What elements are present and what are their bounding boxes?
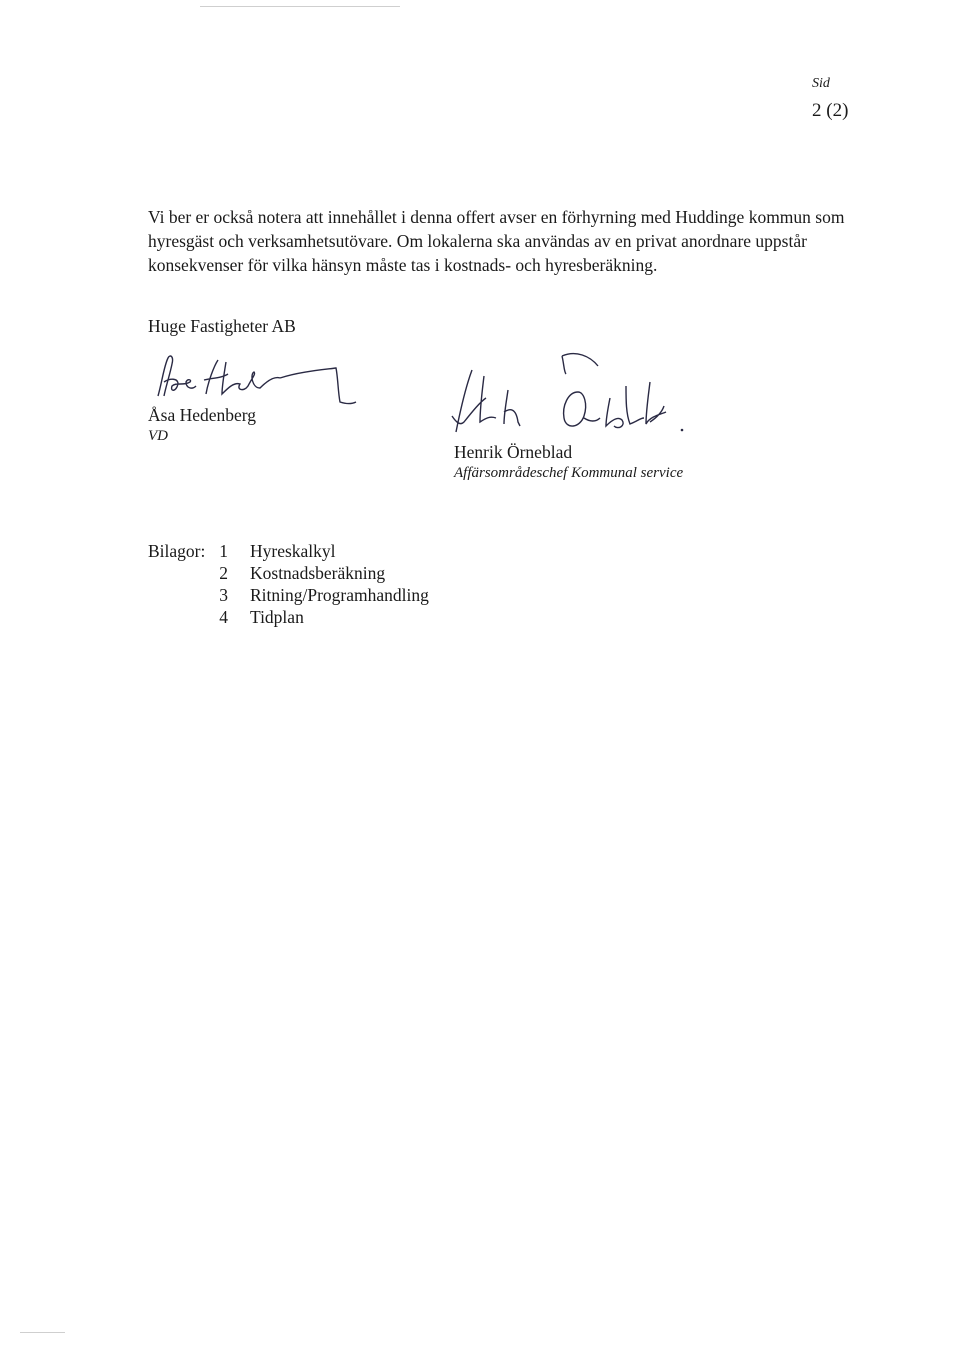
attachment-text: Kostnadsberäkning	[250, 563, 386, 583]
signer-title-right: Affärsområdeschef Kommunal service	[454, 465, 684, 481]
bottom-edge-line	[20, 1332, 65, 1333]
company-name: Huge Fastigheter AB	[148, 316, 296, 336]
attachment-number: 3	[219, 585, 228, 605]
attachment-text: Hyreskalkyl	[250, 541, 336, 561]
signature-left	[148, 352, 358, 412]
signer-name-left: Åsa Hedenberg	[148, 405, 257, 425]
attachment-text: Tidplan	[250, 607, 304, 627]
top-edge-line	[200, 6, 400, 7]
page-label: Sid	[812, 76, 830, 91]
attachment-text: Ritning/Programhandling	[250, 585, 429, 605]
attachment-number: 4	[219, 607, 228, 627]
attachments-label: Bilagor:	[148, 541, 206, 561]
page-number: 2 (2)	[812, 100, 849, 121]
signer-name-right: Henrik Örneblad	[454, 442, 573, 462]
signature-right	[450, 352, 690, 442]
body-paragraph: Vi ber er också notera att innehållet i denna offert avser en förhyrning med Huddinge kommun som hyresgäst och verksamhetsutövare. Om lokalerna ska användas av en privat anordnare uppstår konsekvenser för vilka hänsyn måste tas i kostnads- och hyresberäkning.	[148, 207, 845, 275]
attachment-number: 2	[219, 563, 228, 583]
signer-title-left: VD	[148, 428, 168, 444]
attachment-number: 1	[219, 541, 228, 561]
